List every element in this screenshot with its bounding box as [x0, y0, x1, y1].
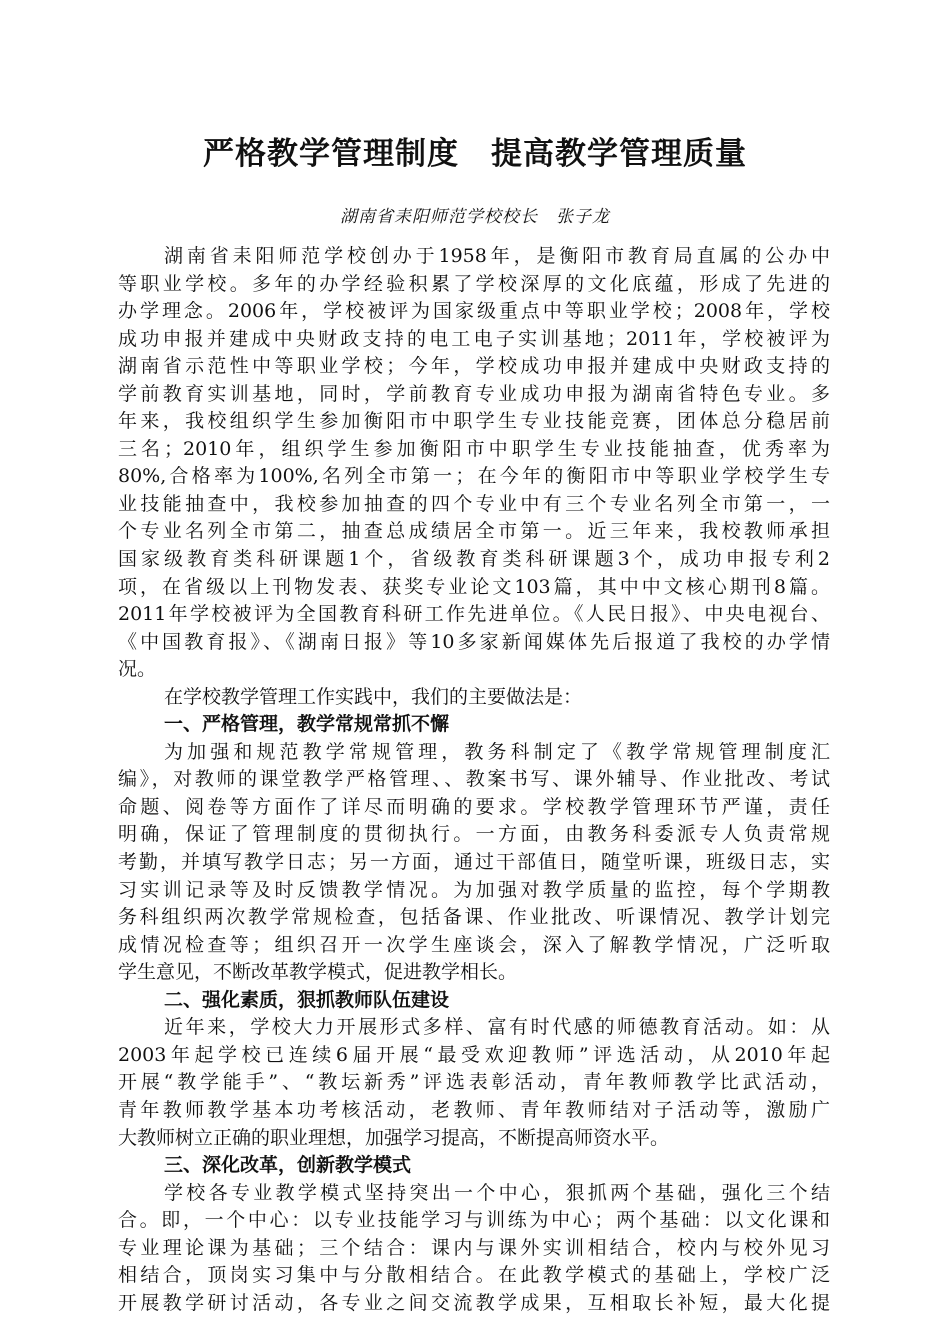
text-line: 个专业名列全市第二，抽查总成绩居全市第一。近三年来，我校教师承担 [118, 520, 830, 543]
text-line: 成功申报并建成中央财政支持的电工电子实训基地；2011年，学校被评为 [118, 327, 830, 350]
text-line: 学生意见，不断改革教学模式，促进教学相长。 [118, 961, 518, 984]
document-body [118, 243, 830, 1317]
text-line: 习实训记录等及时反馈教学情况。为加强对教学质量的监控，每个学期教 [118, 878, 830, 901]
text-line: 开展教学研讨活动，各专业之间交流教学成果，互相取长补短，最大化提 [118, 1291, 830, 1314]
document-title: 严格教学管理制度 提高教学管理质量 [203, 136, 747, 172]
text-line: 办学理念。2006年，学校被评为国家级重点中等职业学校；2008年，学校 [118, 300, 830, 323]
text-line: 编》，对教师的课堂教学严格管理、、教案书写、课外辅导、作业批改、考试 [118, 768, 830, 791]
text-line: 80%,合格率为100%,名列全市第一；在今年的衡阳市中等职业学校学生专 [118, 465, 830, 488]
text-line: 国家级教育类科研课题1个，省级教育类科研课题3个，成功申报专利2 [118, 548, 830, 571]
text-line: 考勤，并填写教学日志；另一方面，通过干部值日，随堂听课，班级日志，实 [118, 851, 830, 874]
text-line: 命题、阅卷等方面作了详尽而明确的要求。学校教学管理环节严谨，责任 [118, 795, 830, 818]
text-line: 2011年学校被评为全国教育科研工作先进单位。《人民日报》、中央电视台、 [118, 603, 830, 626]
section-heading: 一、严格管理，教学常规常抓不懈 [164, 713, 450, 736]
text-line: 为加强和规范教学常规管理，教务科制定了《教学常规管理制度汇 [164, 740, 830, 763]
text-line: 业技能抽查中，我校参加抽查的四个专业中有三个专业名列全市第一，一 [118, 492, 830, 515]
text-line: 湖南省示范性中等职业学校；今年，学校成功申报并建成中央财政支持的 [118, 355, 830, 378]
text-line: 在学校教学管理工作实践中，我们的主要做法是： [164, 685, 583, 708]
text-line: 项，在省级以上刊物发表、获奖专业论文103篇，其中中文核心期刊8篇。 [118, 575, 830, 598]
text-line: 合。即，一个中心：以专业技能学习与训练为中心；两个基础：以文化课和 [118, 1209, 830, 1232]
text-line: 青年教师教学基本功考核活动，老教师、青年教师结对子活动等，激励广 [118, 1098, 830, 1121]
author-byline: 湖南省耒阳师范学校校长 张子龙 [340, 207, 610, 227]
text-line: 成情况检查等；组织召开一次学生座谈会，深入了解教学情况，广泛听取 [118, 933, 830, 956]
text-line: 务科组织两次教学常规检查，包括备课、作业批改、听课情况、教学计划完 [118, 906, 830, 929]
text-line: 近年来，学校大力开展形式多样、富有时代感的师德教育活动。如：从 [164, 1016, 830, 1039]
text-line: 开展“教学能手”、“教坛新秀”评选表彰活动，青年教师教学比武活动， [118, 1071, 830, 1094]
section-heading: 三、深化改革，创新教学模式 [164, 1154, 412, 1177]
text-line: 相结合，顶岗实习集中与分散相结合。在此教学模式的基础上，学校广泛 [118, 1264, 830, 1287]
text-line: 湖南省耒阳师范学校创办于1958年，是衡阳市教育局直属的公办中 [164, 245, 830, 267]
text-line: 2003年起学校已连续6届开展“最受欢迎教师”评选活动，从2010年起 [118, 1043, 830, 1066]
text-line: 《中国教育报》、《湖南日报》等10多家新闻媒体先后报道了我校的办学情 [118, 630, 830, 653]
text-line: 专业理论课为基础；三个结合：课内与课外实训相结合，校内与校外见习 [118, 1236, 830, 1259]
text-line: 等职业学校。多年的办学经验积累了学校深厚的文化底蕴，形成了先进的 [118, 272, 830, 295]
text-line: 明确，保证了管理制度的贯彻执行。一方面，由教务科委派专人负责常规 [118, 823, 830, 846]
text-line: 况。 [118, 658, 157, 681]
text-line: 三名；2010年，组织学生参加衡阳市中职学生专业技能抽查，优秀率为 [118, 437, 830, 460]
text-line: 学前教育实训基地，同时，学前教育专业成功申报为湖南省特色专业。多 [118, 382, 830, 405]
text-line: 学校各专业教学模式坚持突出一个中心，狠抓两个基础，强化三个结 [164, 1181, 830, 1204]
text-line: 年来，我校组织学生参加衡阳市中职学生专业技能竞赛，团体总分稳居前 [118, 410, 830, 433]
text-line: 大教师树立正确的职业理想，加强学习提高，不断提高师资水平。 [118, 1126, 670, 1149]
section-heading: 二、强化素质，狠抓教师队伍建设 [164, 988, 450, 1011]
